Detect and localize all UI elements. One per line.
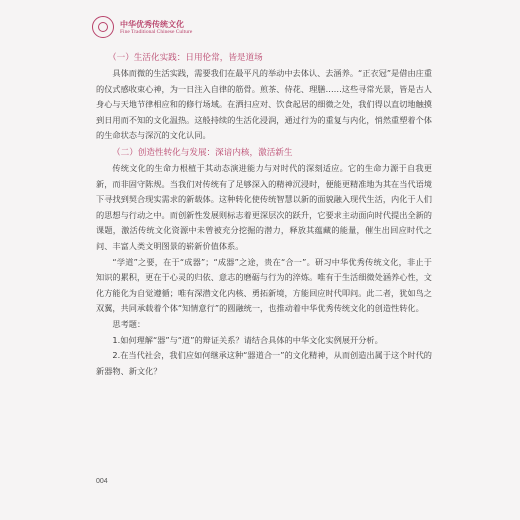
section-paragraph: 传统文化的生命力根植于其动态演进能力与对时代的深刻适应。它的生命力源于自我更新，而非固守陈规。当我们对传统有了足够深入的精神沉浸时，便能更精准地为其在当代语境下寻找到契合现实需求的新载体。这种转化使传统智慧以新的面貌融入现代生活，内化于人们的思想与行动之中。而创新性发展则标志着更深层次的跃升，它要求主动面向时代提出全新的课题，激活传统文化资源中未曾被充分挖掘的潜力，释放其蕴藏的能量，催生出回应时代之问、丰富人类文明图景的崭新价值体系。 — [96, 162, 432, 251]
page-content — [96, 50, 432, 379]
header-title-en: Fine Traditional Chinese Culture — [120, 28, 193, 35]
question-item: 2.在当代社会，我们应如何继承这种“器道合一”的文化精神，从而创造出属于这个时代的新器物、新文化？ — [96, 350, 432, 376]
section-paragraph: “学道”之要，在于“成器”；“成器”之途，贵在“合一”。研习中华优秀传统文化，非止于知识的累积，更在于心灵的归依、意志的磨砺与行为的淬炼。唯有于生活细微处涵养心性，文化方能化为自觉遵循；唯有深潜文化内核、勇拓新境，方能回应时代叩问。此二者，犹如鸟之双翼，共同承载着个体“知情意行”的圆融统一，也推动着中华优秀传统文化的创造性转化。 — [96, 256, 432, 314]
circle-logo-icon — [92, 16, 114, 38]
section-heading-lifestyle: （一）生活化实践：日用伦常，皆是道场 — [108, 53, 263, 63]
page-header — [92, 16, 192, 38]
header-text — [120, 19, 192, 36]
questions-heading: 思考题： — [112, 318, 146, 329]
circle-logo-inner — [98, 22, 108, 32]
section-heading-innovation: （二）创造性转化与发展：深谙内核，激活新生 — [112, 147, 293, 158]
section-paragraph: 具体而微的生活实践，需要我们在最平凡的举动中去体认、去涵养。“正衣冠”是借由庄重的仪式感收束心神，为一日注入自律的筋骨。煎茶、侍花、理膳……这些寻常光景，皆是古人身心与天地节律相应和的修行场域。在洒扫应对、饮食起居的细微之处，我们得以直切地触摸到日用而不知的文化温热。这般持续的生活化浸润，通过行为的重复与内化，悄然重塑着个体的生命状态与深沉的文化认同。 — [96, 68, 433, 141]
question-item: 1.如何理解“器”与“道”的辩证关系？请结合具体的中华文化实例展开分析。 — [112, 334, 383, 345]
header-title-zh: 中华优秀传统文化 — [120, 18, 184, 29]
page-number: 004 — [96, 478, 108, 485]
